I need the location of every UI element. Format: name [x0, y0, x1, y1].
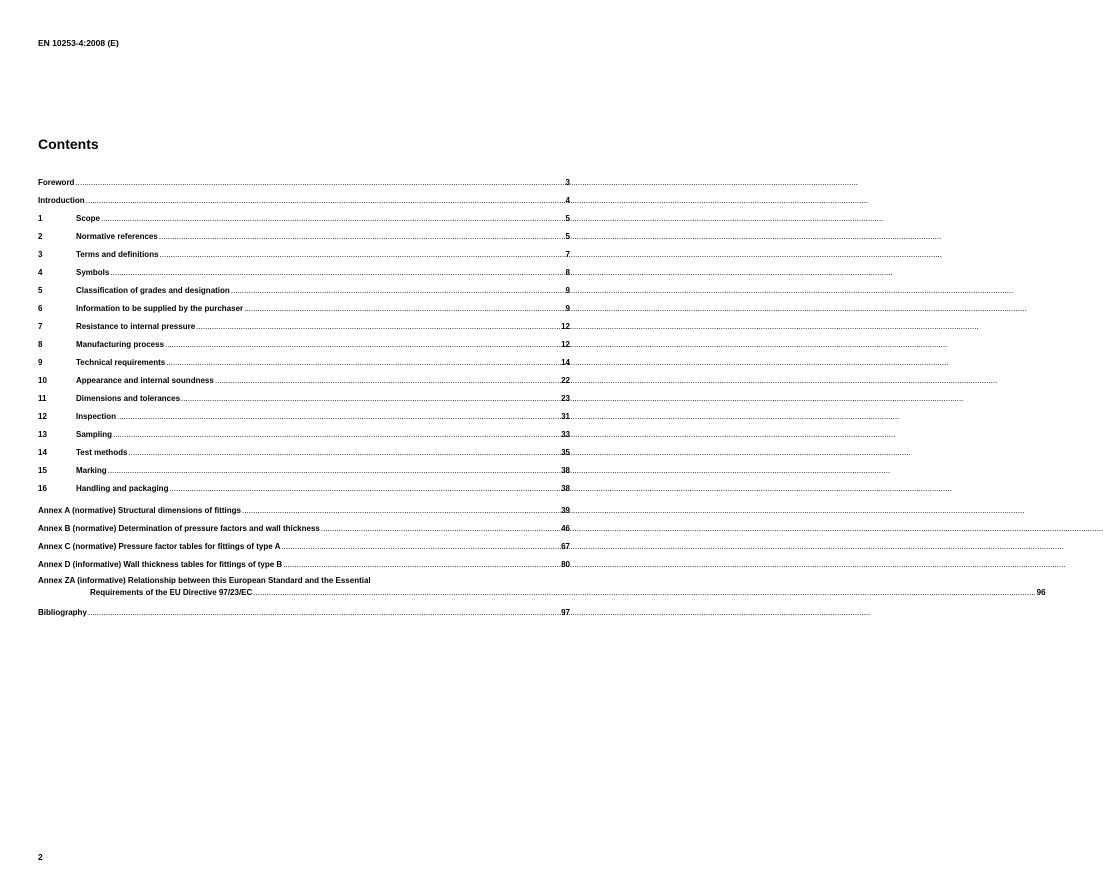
- toc-entry-title: Dimensions and tolerances: [76, 394, 181, 403]
- toc-entry[interactable]: [38, 576, 1046, 598]
- toc-dot-leader: [242, 506, 560, 516]
- toc-entry-title: Symbols: [76, 268, 110, 277]
- toc-dot-leader: [108, 466, 560, 476]
- toc-entry[interactable]: [38, 212, 570, 224]
- toc-entry-page: 12: [561, 322, 570, 331]
- toc-entry-number: 1: [38, 214, 43, 223]
- toc-entry[interactable]: [38, 606, 570, 618]
- toc-entry-number: 16: [38, 484, 47, 493]
- toc-entry-page: 38: [561, 484, 570, 493]
- toc-entry-page: 4: [565, 196, 570, 205]
- toc-entry-page: 31: [561, 412, 570, 421]
- toc-entry-number: 3: [38, 250, 43, 259]
- toc-dot-leader: [253, 588, 1035, 598]
- page-number: 2: [38, 852, 43, 862]
- toc-dot-leader: [113, 430, 560, 440]
- toc-entry-page: 5: [565, 232, 570, 241]
- toc-entry-number: 15: [38, 466, 47, 475]
- toc-dot-leader: [321, 524, 560, 534]
- toc-entry[interactable]: [38, 356, 570, 368]
- toc-entry-title: Annex ZA (informative) Relationship between this European Standard and the Essential: [38, 576, 371, 585]
- toc-entry-title: Introduction: [38, 196, 85, 205]
- toc-entry-title: Scope: [76, 214, 101, 223]
- toc-entry-title: Manufacturing process: [76, 340, 165, 349]
- toc-entry-title: Technical requirements: [76, 358, 166, 367]
- toc-entry-title: Annex C (normative) Pressure factor tables for fittings of type A: [38, 542, 281, 551]
- toc-entry-title: Foreword: [38, 178, 75, 187]
- toc-entry-title: Classification of grades and designation: [76, 286, 230, 295]
- toc-entry[interactable]: [38, 320, 570, 332]
- toc-dot-leader: [166, 358, 560, 368]
- toc-entry-title: Inspection: [76, 412, 117, 421]
- toc-dot-leader: [169, 484, 560, 494]
- toc-entry[interactable]: [38, 446, 570, 458]
- toc-entry-page: 96: [1036, 588, 1046, 597]
- toc-dot-leader: [165, 340, 560, 350]
- toc-entry-title: Information to be supplied by the purchaser: [76, 304, 244, 313]
- toc-entry-number: 5: [38, 286, 43, 295]
- toc-dot-leader: [244, 304, 564, 314]
- document-header: EN 10253-4:2008 (E): [38, 38, 119, 48]
- toc-entry-page: 3: [565, 178, 570, 187]
- toc-entry-page: 7: [565, 250, 570, 259]
- toc-entry[interactable]: [38, 392, 570, 404]
- toc-entry[interactable]: [38, 230, 570, 242]
- toc-entry[interactable]: [38, 464, 570, 476]
- toc-entry-page: 39: [561, 506, 570, 515]
- toc-entry-number: 9: [38, 358, 43, 367]
- toc-entry-page: 8: [565, 268, 570, 277]
- toc-entry-page: 9: [565, 304, 570, 313]
- toc-entry-title: Resistance to internal pressure: [76, 322, 196, 331]
- toc-dot-leader: [86, 196, 565, 206]
- toc-entry[interactable]: [38, 176, 570, 188]
- toc-entry[interactable]: [38, 284, 570, 296]
- toc-entry[interactable]: [38, 266, 570, 278]
- toc-entry[interactable]: [38, 410, 570, 422]
- toc-dot-leader: [160, 250, 565, 260]
- toc-entry[interactable]: [38, 428, 570, 440]
- toc-entry-page: 9: [565, 286, 570, 295]
- toc-dot-leader: [117, 412, 560, 422]
- toc-entry-page: 33: [561, 430, 570, 439]
- toc-entry[interactable]: [38, 558, 570, 570]
- toc-entry-title: Normative references: [76, 232, 158, 241]
- toc-entry-page: 14: [561, 358, 570, 367]
- toc-entry[interactable]: [38, 374, 570, 386]
- toc-entry-page: 38: [561, 466, 570, 475]
- toc-entry[interactable]: [38, 338, 570, 350]
- toc-dot-leader: [196, 322, 560, 332]
- toc-entry[interactable]: [38, 540, 570, 552]
- toc-entry-title: Marking: [76, 466, 107, 475]
- toc-entry-title: Bibliography: [38, 608, 87, 617]
- toc-entry-number: 11: [38, 394, 47, 403]
- toc-entry-title: Test methods: [76, 448, 128, 457]
- toc-entry-title: Handling and packaging: [76, 484, 169, 493]
- toc-entry-number: 4: [38, 268, 43, 277]
- toc-dot-leader: [283, 560, 560, 570]
- toc-entry-number: 14: [38, 448, 47, 457]
- toc-entry[interactable]: [38, 302, 570, 314]
- toc-entry[interactable]: [38, 194, 570, 206]
- toc-entry-page: 22: [561, 376, 570, 385]
- toc-entry[interactable]: [38, 504, 570, 516]
- page-title: Contents: [38, 136, 99, 152]
- toc-entry-number: 10: [38, 376, 47, 385]
- toc-entry-page: 23: [561, 394, 570, 403]
- toc-entry-title: Annex D (informative) Wall thickness tables for fittings of type B: [38, 560, 283, 569]
- toc-entry-number: 13: [38, 430, 47, 439]
- toc-entry-page: 80: [561, 560, 570, 569]
- toc-entry-page: 67: [561, 542, 570, 551]
- toc-dot-leader: [215, 376, 560, 386]
- toc-entry-title-continued: Requirements of the EU Directive 97/23/EC: [90, 588, 253, 597]
- toc-entry-page: 35: [561, 448, 570, 457]
- toc-entry-title: Terms and definitions: [76, 250, 159, 259]
- toc-entry-page: 5: [565, 214, 570, 223]
- toc-entry-number: 6: [38, 304, 43, 313]
- toc-dot-leader: [110, 268, 564, 278]
- toc-entry-page: 46: [561, 524, 570, 533]
- toc-entry-page: 12: [561, 340, 570, 349]
- toc-dot-leader: [128, 448, 560, 458]
- toc-dot-leader: [281, 542, 560, 552]
- toc-dot-leader: [101, 214, 565, 224]
- toc-dot-leader: [181, 394, 560, 404]
- toc-dot-leader: [88, 608, 560, 618]
- toc-entry[interactable]: [38, 248, 570, 260]
- toc-entry-number: 12: [38, 412, 47, 421]
- toc-entry-title: Annex A (normative) Structural dimensions of fittings: [38, 506, 241, 515]
- toc-entry-title: Annex B (normative) Determination of pressure factors and wall thickness: [38, 524, 320, 533]
- toc-dot-leader: [231, 286, 565, 296]
- toc-entry-number: 8: [38, 340, 43, 349]
- toc-entry-number: 7: [38, 322, 43, 331]
- toc-entry-number: 2: [38, 232, 43, 241]
- toc-dot-leader: [75, 178, 564, 188]
- toc-entry[interactable]: [38, 482, 570, 494]
- toc-entry[interactable]: [38, 522, 570, 534]
- toc-entry-title: Sampling: [76, 430, 113, 439]
- toc-dot-leader: [159, 232, 565, 242]
- toc-entry-page: 97: [561, 608, 570, 617]
- toc-entry-title: Appearance and internal soundness: [76, 376, 214, 385]
